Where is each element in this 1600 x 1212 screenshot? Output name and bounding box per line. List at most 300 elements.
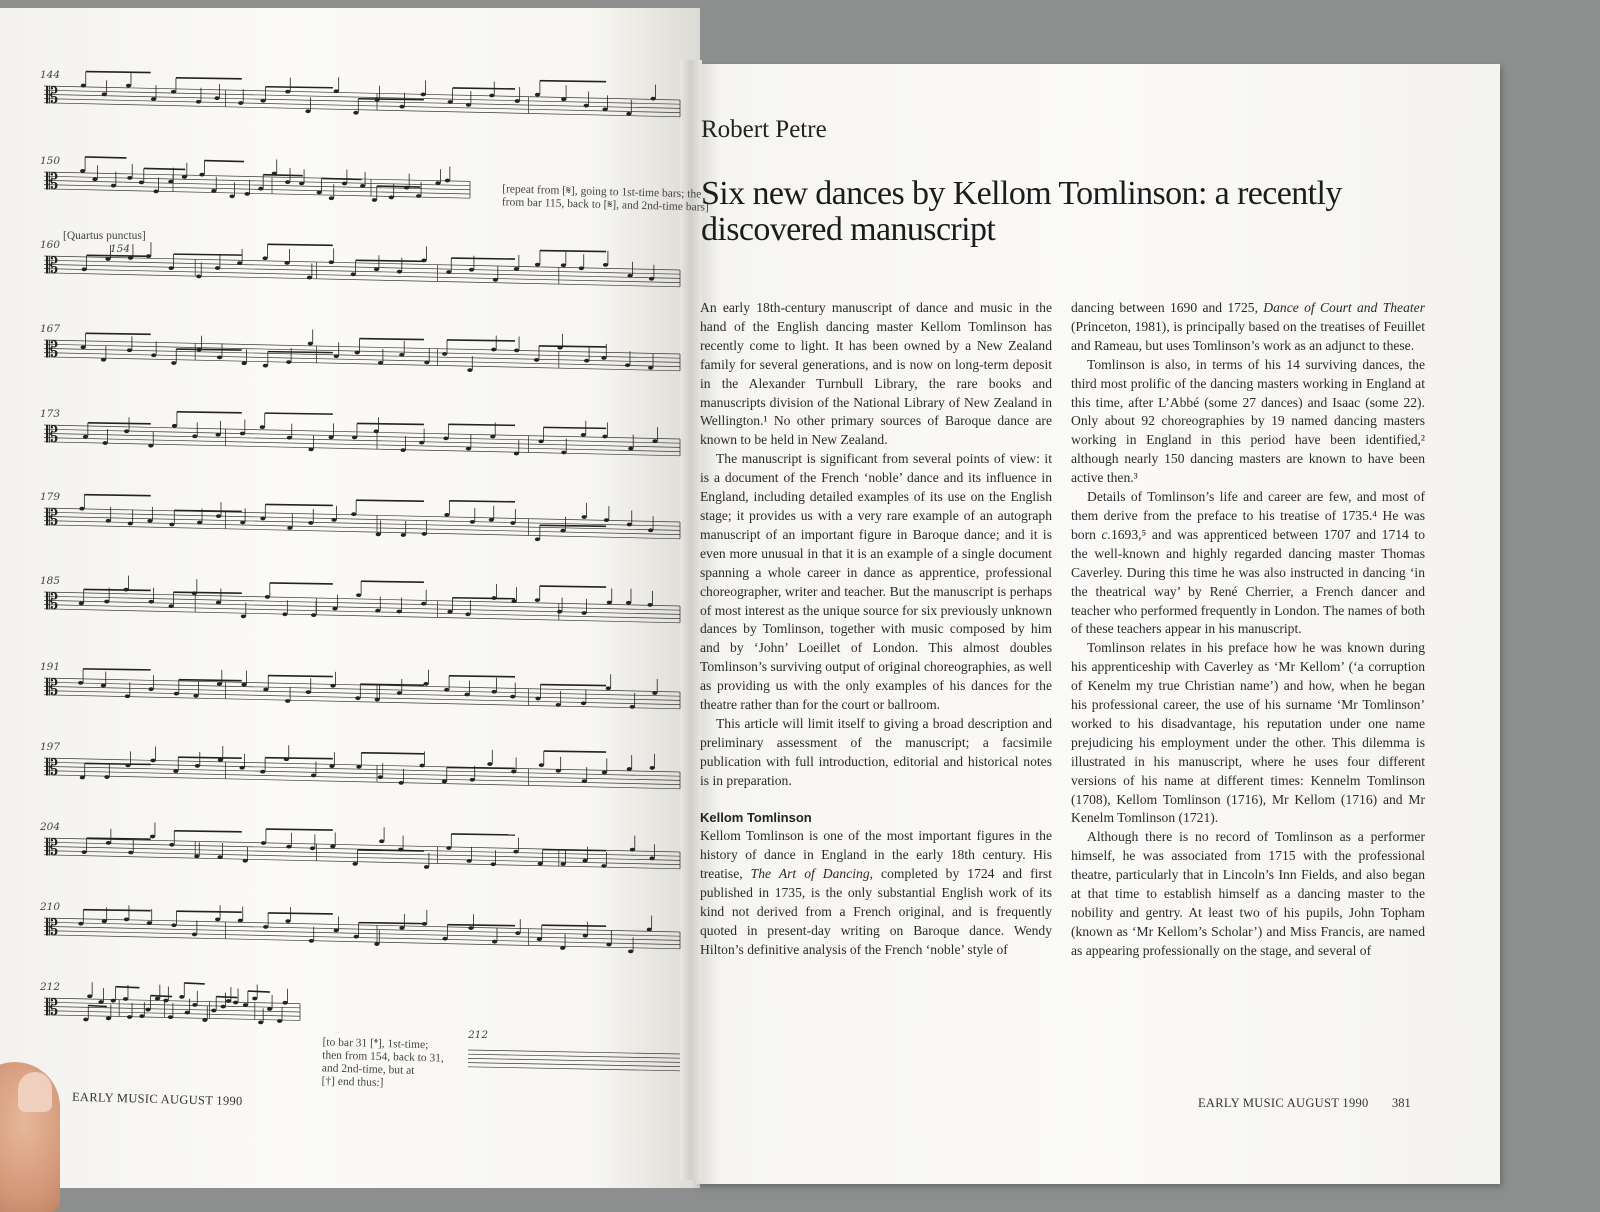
book-title: The Art of Dancing — [750, 866, 870, 882]
note-head — [448, 100, 453, 104]
bar-number: 160 — [40, 239, 61, 251]
note-head — [444, 688, 449, 692]
note-head — [513, 850, 518, 854]
note-head — [360, 184, 365, 188]
note-head — [652, 691, 657, 695]
note-head — [397, 691, 402, 695]
note-head — [561, 451, 566, 455]
paragraph: The manuscript is significant from several points of view: it is a document of the French ‘noble’ dance and its influence in England, including detailed examples of its use on the English stage; it provides us with a very rare example of an autograph manuscript of an important figure in Baroque dance; and it is even more unusual in that it is an example of a single document spanning a whole career in dance as apprentice, professional choreographer, writer and teacher. But the manuscript is perhaps of most interest as the unique source for six previously unknown dances by Tomlinson, together with music composed by him and by ‘John’ Loeillet of London. This almost doubles Tomlinson’s surviving output of original choreographies, as well as providing us with the only examples of his dances for the theatre rather than for the court or ballroom. — [700, 451, 1052, 713]
note-head — [491, 862, 496, 866]
note-head — [151, 97, 156, 101]
note-head — [106, 841, 111, 845]
note-beam — [179, 680, 242, 681]
staff-line — [468, 1054, 680, 1058]
note-head — [579, 266, 584, 270]
staff-line — [44, 269, 680, 283]
note-head — [311, 613, 316, 617]
note-head — [470, 520, 475, 524]
bar-number: 204 — [40, 821, 61, 833]
note-head — [469, 268, 474, 272]
note-head — [241, 615, 246, 619]
bar-number: 179 — [40, 491, 61, 503]
note-head — [606, 943, 611, 947]
note-head — [374, 429, 379, 433]
article-column-right — [1071, 299, 1425, 961]
note-beam — [449, 501, 515, 502]
note-head — [78, 681, 83, 685]
staff-line — [44, 264, 680, 278]
note-head — [196, 100, 201, 104]
staff-line — [44, 931, 680, 945]
note-head — [603, 263, 608, 267]
note-head — [211, 189, 216, 193]
note-head — [538, 439, 543, 443]
note-head — [98, 1000, 103, 1004]
note-beam — [360, 684, 424, 685]
note-head — [243, 1003, 248, 1007]
note-head — [80, 776, 85, 780]
note-head — [101, 684, 106, 688]
staff-line — [44, 525, 680, 539]
note-head — [582, 515, 587, 519]
note-head — [493, 278, 498, 282]
note-head — [511, 770, 516, 774]
bar-number: 167 — [40, 323, 61, 335]
note-head — [444, 513, 449, 517]
note-head — [329, 764, 334, 768]
note-head — [626, 112, 631, 116]
note-head — [398, 848, 403, 852]
note-head — [284, 261, 289, 265]
note-beam — [543, 850, 606, 851]
note-head — [82, 267, 87, 271]
note-head — [127, 1015, 132, 1019]
note-beam — [150, 996, 172, 997]
note-head — [261, 99, 266, 103]
note-beam — [177, 412, 242, 413]
note-head — [218, 758, 223, 762]
note-beam — [447, 925, 515, 926]
note-head — [582, 859, 587, 863]
note-head — [199, 173, 204, 177]
article-author: Robert Petre — [701, 116, 827, 143]
note-beam — [451, 834, 515, 835]
note-head — [233, 1001, 238, 1005]
note-head — [308, 342, 313, 346]
note-head — [124, 917, 129, 921]
note-head — [539, 763, 544, 767]
note-head — [192, 933, 197, 937]
note-head — [581, 701, 586, 705]
note-head — [647, 603, 652, 607]
note-beam — [322, 178, 362, 179]
note-head — [601, 356, 606, 360]
note-head — [265, 595, 270, 599]
note-head — [182, 175, 187, 179]
note-head — [168, 1015, 173, 1019]
note-beam — [448, 424, 515, 425]
note-head — [202, 1018, 207, 1022]
note-head — [401, 448, 406, 452]
note-head — [111, 999, 116, 1003]
note-head — [374, 942, 379, 946]
note-head — [470, 778, 475, 782]
note-head — [169, 266, 174, 270]
note-head — [284, 757, 289, 761]
note-head — [240, 521, 245, 525]
note-head — [92, 177, 97, 181]
note-head — [101, 358, 106, 362]
note-beam — [542, 925, 606, 926]
note-head — [123, 997, 128, 1001]
note-head — [83, 1018, 88, 1022]
note-beam — [540, 586, 606, 587]
note-head — [557, 610, 562, 614]
note-head — [560, 529, 565, 533]
text-run: dancing between 1690 and 1725, — [1071, 300, 1264, 315]
note-head — [399, 781, 404, 785]
note-head — [285, 919, 290, 923]
final-instruction-line: [†] end thus:] — [321, 1075, 384, 1090]
note-head — [193, 694, 198, 698]
note-head — [374, 267, 379, 271]
note-head — [334, 354, 339, 358]
note-head — [446, 270, 451, 274]
note-head — [561, 862, 566, 866]
note-head — [78, 922, 83, 926]
note-head — [306, 690, 311, 694]
note-beam — [540, 685, 606, 686]
note-head — [487, 762, 492, 766]
bar-number: 185 — [40, 575, 61, 587]
note-head — [492, 940, 497, 944]
note-head — [356, 593, 361, 597]
note-beam — [176, 78, 242, 79]
note-head — [104, 600, 109, 604]
note-beam — [356, 500, 424, 501]
note-head — [287, 436, 292, 440]
note-head — [147, 921, 152, 925]
note-head — [423, 682, 428, 686]
note-beam — [270, 583, 333, 584]
note-head — [375, 609, 380, 613]
note-head — [79, 601, 84, 605]
note-head — [442, 937, 447, 941]
note-head — [261, 841, 266, 845]
note-beam — [174, 831, 242, 832]
note-head — [379, 839, 384, 843]
note-head — [606, 686, 611, 690]
page-number: 381 — [1392, 1096, 1411, 1110]
staff-line — [44, 425, 680, 439]
text-run: 1693,⁵ and was apprenticed between 1707 and 1714 to the well-known and highly regarded dancing master Thomas Caverley. During this time he was also instructed in dancing ‘in the theatrical way’ by René Cherrier, a French dancer and teacher who performed frequently in London. The names of both of these teachers appear in his manuscript. — [1071, 526, 1425, 637]
note-head — [81, 345, 86, 349]
note-beam — [248, 991, 270, 992]
note-head — [334, 89, 339, 93]
bar-number: 212 — [468, 1029, 489, 1041]
note-head — [217, 682, 222, 686]
section-heading: Kellom Tomlinson — [700, 809, 812, 825]
note-head — [422, 922, 427, 926]
repeat-instruction-line: [repeat from [𝄋], going to 1st-time bars; the — [502, 183, 702, 201]
note-head — [332, 607, 337, 611]
clef: 𝄡 — [46, 338, 59, 363]
note-head — [260, 770, 265, 774]
paragraph: An early 18th-century manuscript of dance and music in the hand of the English dancing master Kellom Tomlinson has recently come to light. It has been owned by a New Zealand family for several generations, and is now on long-term deposit in the Alexander Turnbull Library, the rare books and manuscripts division of the National Library of New Zealand in Wellington.¹ No other primary sources of Baroque dance are known to be held in New Zealand. — [700, 300, 1052, 448]
paragraph: This article will limit itself to giving a broad description and preliminary assessment of the manuscript; a facsimile publication with full introduction, editorial and historical notes is in preparation. — [700, 715, 1052, 788]
note-head — [491, 348, 496, 352]
note-head — [127, 176, 132, 180]
note-head — [102, 919, 107, 923]
bar-number: 150 — [40, 155, 61, 167]
note-head — [399, 926, 404, 930]
note-head — [81, 84, 86, 88]
note-head — [103, 441, 108, 445]
note-head — [537, 937, 542, 941]
note-head — [649, 277, 654, 281]
note-head — [83, 435, 88, 439]
note-head — [242, 361, 247, 365]
note-head — [149, 600, 154, 604]
bar-number: 197 — [40, 741, 61, 753]
clef: 𝄡 — [46, 84, 59, 109]
note-head — [192, 434, 197, 438]
note-beam — [360, 339, 424, 340]
note-head — [435, 181, 440, 185]
note-beam — [88, 423, 151, 424]
note-head — [243, 859, 248, 863]
note-head — [171, 923, 176, 927]
note-head — [185, 1011, 190, 1015]
note-head — [515, 99, 520, 103]
note-beam — [265, 758, 333, 759]
note-head — [216, 514, 221, 518]
note-head — [221, 1005, 226, 1009]
note-head — [192, 1003, 197, 1007]
note-head — [151, 353, 156, 357]
note-head — [630, 848, 635, 852]
note-beam — [268, 352, 333, 353]
note-head — [196, 275, 201, 279]
note-beam — [144, 168, 185, 169]
note-head — [329, 260, 334, 264]
note-head — [626, 601, 631, 605]
note-head — [260, 517, 265, 521]
note-head — [217, 355, 222, 359]
note-beam — [87, 838, 151, 839]
note-head — [375, 698, 380, 702]
note-head — [354, 935, 359, 939]
note-head — [286, 360, 291, 364]
staff-line — [44, 256, 680, 270]
note-head — [582, 611, 587, 615]
note-beam — [268, 913, 333, 914]
note-head — [404, 186, 409, 190]
note-head — [79, 507, 84, 511]
note-head — [127, 348, 132, 352]
note-beam — [88, 1006, 107, 1007]
note-head — [126, 84, 131, 88]
note-head — [584, 104, 589, 108]
note-head — [603, 107, 608, 111]
note-head — [465, 612, 470, 616]
note-head — [556, 703, 561, 707]
note-head — [311, 774, 316, 778]
note-head — [584, 359, 589, 363]
text-run: Details of Tomlinson’s life and career are few, and most of them derive from the preface to his treatise of 1735.⁴ He was born — [1071, 489, 1425, 542]
bar-numbers — [39, 69, 488, 1041]
note-head — [356, 765, 361, 769]
note-head — [173, 769, 178, 773]
note-beam — [266, 829, 333, 830]
note-head — [556, 769, 561, 773]
note-head — [286, 845, 291, 849]
note-beam — [452, 598, 515, 599]
note-head — [287, 526, 292, 530]
paragraph: Tomlinson is also, in terms of his 14 surviving dances, the third most prolific of the dancing masters working in England at this time, after L’Abbé (some 27 dances) and Isaac (some 22). Only about 92 choreographies by 19 named dancing masters working in England in this period have been identified,² although nearly 150 dancing masters are known to have been active then.³ — [1071, 356, 1425, 486]
final-instruction — [321, 1036, 444, 1091]
note-head — [197, 521, 202, 525]
note-head — [445, 179, 450, 183]
note-head — [489, 94, 494, 98]
note-head — [218, 855, 223, 859]
note-head — [649, 856, 654, 860]
note-head — [150, 759, 155, 763]
note-head — [466, 447, 471, 451]
final-instruction-line: then from 154, back to 31, — [322, 1049, 445, 1065]
paragraph: Although there is no record of Tomlinson as a performer himself, he was associated from 1715 with the professional theatre, particularly that in Lincoln’s Inn Fields, and also began at that time to establish himself as a dancing master to the nobility and gentry. At least two of his pupils, John Topham (known as ‘Mr Kellom’s Scholar’) and Miss Francis, are named as appearing professionally on the stage, and several of — [1071, 829, 1425, 958]
note-head — [310, 846, 315, 850]
clef: 𝄡 — [46, 590, 59, 615]
note-head — [514, 267, 519, 271]
staff-line — [44, 86, 680, 100]
note-head — [467, 859, 472, 863]
clef: 𝄡 — [46, 756, 59, 781]
note-beam — [361, 753, 424, 754]
note-head — [397, 270, 402, 274]
note-beam — [447, 340, 515, 341]
note-head — [216, 601, 221, 605]
note-head — [124, 429, 129, 433]
staff-line — [44, 596, 680, 610]
note-beam — [174, 254, 242, 255]
note-head — [145, 1008, 150, 1012]
note-head — [389, 196, 394, 200]
note-head — [104, 775, 109, 779]
note-beam — [268, 676, 333, 677]
note-head — [263, 688, 268, 692]
note-head — [215, 918, 220, 922]
note-head — [535, 537, 540, 541]
note-head — [171, 90, 176, 94]
staff-line — [44, 260, 680, 274]
note-beam — [267, 244, 332, 245]
note-head — [416, 194, 421, 198]
note-beam — [540, 525, 606, 526]
staff-line — [44, 176, 470, 185]
note-head — [150, 835, 155, 839]
note-head — [174, 692, 179, 696]
note-head — [399, 105, 404, 109]
note-head — [561, 97, 566, 101]
note-head — [353, 111, 358, 115]
note-head — [510, 521, 515, 525]
note-head — [111, 184, 116, 188]
staff-line — [44, 357, 680, 371]
note-head — [262, 256, 267, 260]
note-beam — [377, 186, 421, 187]
note-head — [229, 194, 234, 198]
note-beam — [266, 87, 333, 88]
article-column-left — [700, 299, 1052, 960]
note-head — [195, 764, 200, 768]
final-instruction-line: [to bar 31 [𝄌], 1st-time; — [322, 1036, 429, 1052]
note-head — [169, 843, 174, 847]
note-head — [258, 187, 263, 191]
staff-line — [468, 1067, 680, 1071]
note-head — [282, 612, 287, 616]
note-head — [155, 997, 160, 1001]
bar-number: 210 — [40, 901, 61, 913]
note-head — [106, 519, 111, 523]
note-head — [376, 533, 381, 537]
note-beam — [87, 255, 151, 256]
note-head — [153, 189, 158, 193]
staff-line — [468, 1058, 680, 1062]
text-run: , completed by 1724 and first published in 1735, is the only substantial English work of its kind not derived from a French original, and is frequently quoted in present-day writing on Baroque dance. Wendy Hilton’s definitive analysis of the French ‘noble’ style of — [700, 866, 1053, 957]
note-head — [397, 610, 402, 614]
note-head — [648, 528, 653, 532]
note-head — [651, 97, 656, 101]
note-head — [82, 850, 87, 854]
note-beam — [357, 423, 424, 424]
note-beam — [451, 258, 515, 259]
clef: 𝄡 — [46, 676, 59, 701]
note-head — [650, 766, 655, 770]
note-beam — [265, 413, 333, 414]
note-head — [328, 435, 333, 439]
paragraph — [700, 827, 1052, 959]
note-head — [492, 690, 497, 694]
note-head — [351, 512, 356, 516]
final-instruction-line: and 2nd-time, but at — [321, 1062, 415, 1077]
note-head — [260, 425, 265, 429]
staff-line — [44, 508, 680, 522]
note-head — [442, 780, 447, 784]
note-head — [241, 683, 246, 687]
note-beam — [544, 751, 606, 752]
note-head — [238, 101, 243, 105]
note-beam — [173, 592, 241, 593]
note-beam — [174, 510, 242, 511]
note-head — [424, 361, 429, 365]
note-beam — [176, 349, 242, 350]
note-head — [468, 926, 473, 930]
note-beam — [359, 923, 424, 924]
note-head — [375, 98, 380, 102]
note-head — [491, 596, 496, 600]
note-beam — [184, 983, 204, 984]
clef: 𝄡 — [46, 836, 59, 861]
note-head — [252, 997, 257, 1001]
note-head — [648, 366, 653, 370]
note-head — [627, 767, 632, 771]
note-beam — [85, 763, 151, 764]
note-beam — [540, 251, 606, 252]
note-beam — [178, 757, 242, 758]
note-head — [263, 364, 268, 368]
note-beam — [539, 346, 606, 347]
